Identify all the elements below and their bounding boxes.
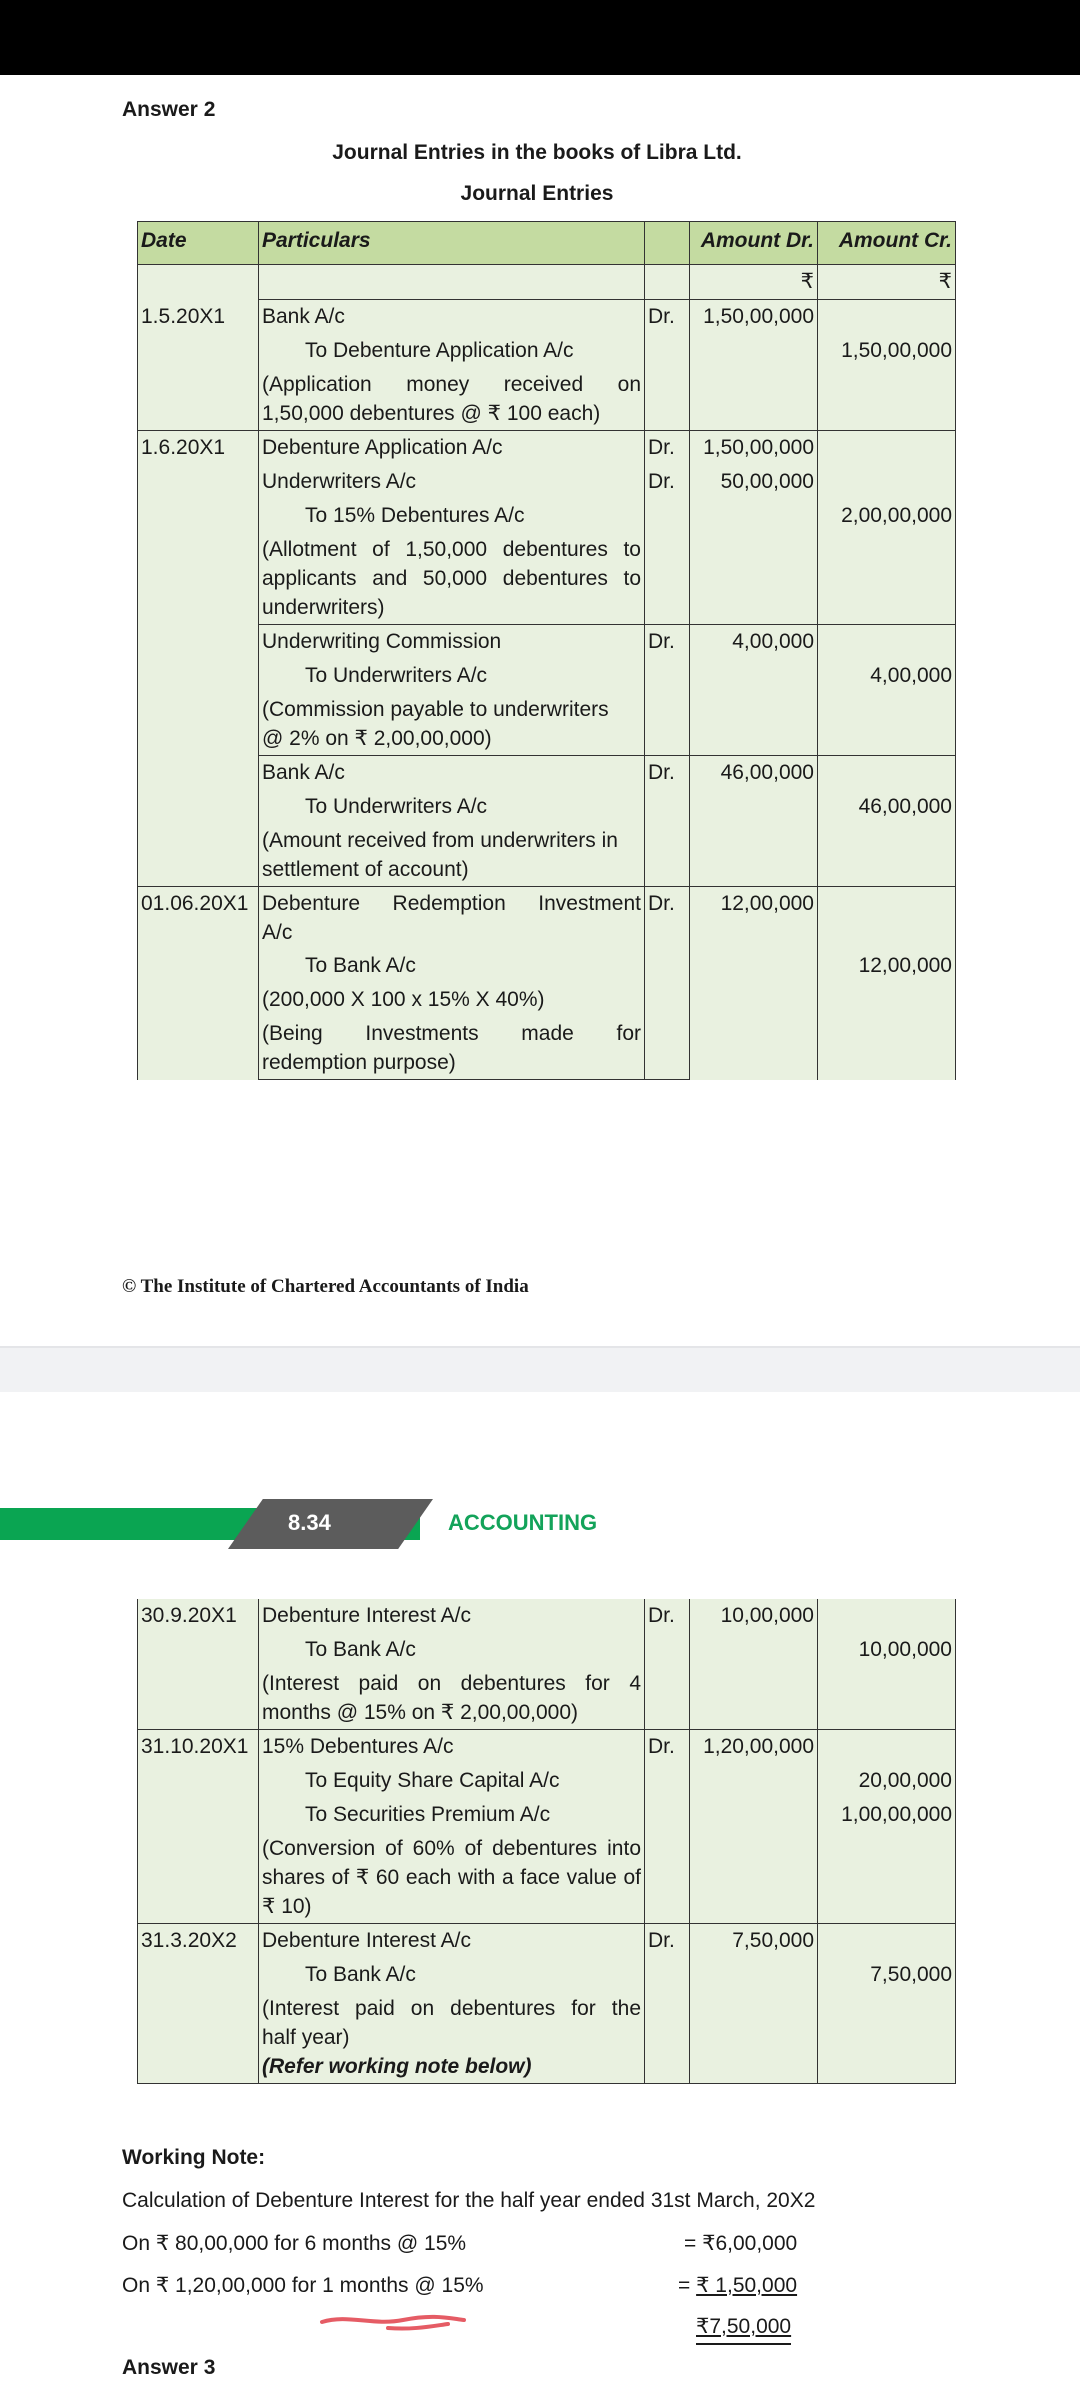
debit-amount: 7,50,000 (690, 1924, 818, 1959)
narration-line: half year) (262, 2026, 350, 2049)
narration-line: shares of ₹ 60 each with a face value of (262, 1866, 641, 1889)
credit-amount: 46,00,000 (818, 790, 956, 824)
section-title: ACCOUNTING (448, 1510, 598, 1535)
header-date: Date (138, 222, 259, 265)
header-amount-dr: Amount Dr. (690, 222, 818, 265)
entry-date: 31.3.20X2 (138, 1924, 259, 1959)
table-row (138, 625, 956, 660)
debit-amount: 50,00,000 (690, 465, 818, 499)
entry-date: 01.06.20X1 (138, 887, 259, 950)
dr-marker: Dr. (645, 1730, 690, 1765)
narration (259, 1992, 645, 2084)
table-row (138, 300, 956, 335)
narration (259, 1017, 645, 1080)
entry-date: 31.10.20X1 (138, 1730, 259, 1765)
header-particulars: Particulars (259, 222, 645, 265)
debit-account: Underwriting Commission (259, 625, 645, 660)
credit-account: To Underwriters A/c (259, 659, 645, 693)
page-number: 8.34 (288, 1510, 331, 1535)
narration-line: (Being Investments made for (262, 1022, 641, 1045)
table-row (138, 1730, 956, 1765)
dr-marker: Dr. (645, 431, 690, 466)
currency-row (138, 265, 956, 300)
credit-amount: 12,00,000 (818, 949, 956, 983)
debit-amount: 1,20,00,000 (690, 1730, 818, 1765)
currency-symbol-dr: ₹ (690, 265, 818, 300)
table-row (138, 334, 956, 368)
dr-marker: Dr. (645, 625, 690, 660)
table-row (138, 1958, 956, 1992)
credit-amount: 10,00,000 (818, 1633, 956, 1667)
narration-line: (Commission payable to underwriters (262, 698, 609, 721)
debit-account-line: Debenture Redemption Investment (262, 892, 641, 915)
currency-symbol-cr: ₹ (818, 265, 956, 300)
narration-line: redemption purpose) (262, 1051, 456, 1074)
page-break (0, 1346, 1080, 1392)
narration-line: settlement of account) (262, 858, 469, 881)
dr-marker: Dr. (645, 465, 690, 499)
header-dr (645, 222, 690, 265)
debit-account (259, 887, 645, 950)
header-amount-cr: Amount Cr. (818, 222, 956, 265)
debit-account: Debenture Application A/c (259, 431, 645, 466)
working-note-value: = ₹6,00,000 (684, 2232, 798, 2255)
narration-line: (Conversion of 60% of debentures into (262, 1837, 641, 1860)
credit-account: To Debenture Application A/c (259, 334, 645, 368)
table-row (138, 1633, 956, 1667)
debit-account-line: A/c (262, 921, 293, 944)
credit-amount: 20,00,000 (818, 1764, 956, 1798)
credit-amount: 7,50,000 (818, 1958, 956, 1992)
table-row (138, 1667, 956, 1730)
dr-marker: Dr. (645, 1924, 690, 1959)
equals-sign: = (678, 2274, 697, 2297)
working-note-title: Working Note: (122, 2146, 266, 2169)
narration (259, 533, 645, 625)
debit-amount: 46,00,000 (690, 756, 818, 791)
entry-date: 1.5.20X1 (138, 300, 259, 335)
table-row (138, 949, 956, 983)
table-row (138, 465, 956, 499)
credit-amount: 1,50,00,000 (818, 334, 956, 368)
table-row (138, 1764, 956, 1798)
narration-line: 1,50,000 debentures @ ₹ 100 each) (262, 402, 601, 425)
narration-line: underwriters) (262, 596, 385, 619)
credit-account: To Bank A/c (259, 1958, 645, 1992)
working-note-total (696, 2314, 791, 2345)
narration-line: (Allotment of 1,50,000 debentures to (262, 538, 641, 561)
dr-marker: Dr. (645, 1599, 690, 1633)
table-row (138, 1832, 956, 1924)
narration-line: (Application money received on (262, 373, 641, 396)
table-row (138, 659, 956, 693)
table-row (138, 368, 956, 431)
credit-amount: 4,00,000 (818, 659, 956, 693)
table-row (138, 887, 956, 950)
entry-date: 1.6.20X1 (138, 431, 259, 466)
debit-account: Debenture Interest A/c (259, 1924, 645, 1959)
answer-heading-next: Answer 3 (122, 2356, 216, 2379)
credit-account: To Equity Share Capital A/c (259, 1764, 645, 1798)
dr-marker: Dr. (645, 300, 690, 335)
answer-heading: Answer 2 (122, 98, 216, 121)
table-header-row (138, 222, 956, 265)
table-row (138, 533, 956, 625)
table-row (138, 1599, 956, 1633)
narration: (200,000 X 100 x 15% X 40%) (259, 983, 645, 1017)
dr-marker: Dr. (645, 756, 690, 791)
credit-account: To Securities Premium A/c (259, 1798, 645, 1832)
table-row (138, 790, 956, 824)
narration (259, 1832, 645, 1924)
narration-line: (Interest paid on debentures for 4 (262, 1672, 641, 1695)
table-row (138, 824, 956, 887)
total-value: ₹7,50,000 (696, 2315, 792, 2338)
table-row (138, 693, 956, 756)
working-note-line: On ₹ 80,00,000 for 6 months @ 15% (122, 2232, 467, 2255)
red-pen-scribble (318, 2308, 468, 2338)
dr-marker: Dr. (645, 887, 690, 950)
narration-line: (Interest paid on debentures for the (262, 1997, 641, 2020)
debit-amount: 10,00,000 (690, 1599, 818, 1633)
page-subtitle: Journal Entries (460, 182, 614, 205)
debit-amount: 12,00,000 (690, 887, 818, 950)
journal-table-1 (137, 221, 956, 1080)
credit-account: To Underwriters A/c (259, 790, 645, 824)
table-row (138, 1924, 956, 1959)
table-row (138, 756, 956, 791)
table-row (138, 983, 956, 1017)
credit-account: To 15% Debentures A/c (259, 499, 645, 533)
table-row (138, 499, 956, 533)
credit-account: To Bank A/c (259, 1633, 645, 1667)
narration (259, 824, 645, 887)
entry-date: 30.9.20X1 (138, 1599, 259, 1633)
credit-account: To Bank A/c (259, 949, 645, 983)
table-row (138, 1992, 956, 2084)
top-black-bar (0, 0, 1080, 75)
copyright-footer: © The Institute of Chartered Accountants of India (122, 1276, 529, 1297)
debit-amount: 4,00,000 (690, 625, 818, 660)
narration-line: (Amount received from underwriters in (262, 829, 618, 852)
narration-line: ₹ 10) (262, 1895, 312, 1918)
debit-account: Underwriters A/c (259, 465, 645, 499)
debit-account: Debenture Interest A/c (259, 1599, 645, 1633)
table-row (138, 431, 956, 466)
debit-amount: 1,50,00,000 (690, 431, 818, 466)
debit-account: Bank A/c (259, 756, 645, 791)
debit-account: Bank A/c (259, 300, 645, 335)
working-note-value (678, 2273, 797, 2298)
credit-amount: 1,00,00,000 (818, 1798, 956, 1832)
narration (259, 1667, 645, 1730)
narration (259, 368, 645, 431)
narration-reference: (Refer working note below) (262, 2055, 532, 2078)
table-row (138, 1017, 956, 1080)
debit-amount: 1,50,00,000 (690, 300, 818, 335)
narration-line: applicants and 50,000 debentures to (262, 567, 641, 590)
debit-account: 15% Debentures A/c (259, 1730, 645, 1765)
narration-line: months @ 15% on ₹ 2,00,00,000) (262, 1701, 579, 1724)
narration (259, 693, 645, 756)
narration-line: @ 2% on ₹ 2,00,00,000) (262, 727, 492, 750)
page-title: Journal Entries in the books of Libra Ltd. (332, 141, 742, 164)
underlined-value: ₹ 1,50,000 (696, 2274, 798, 2297)
journal-table-2 (137, 1599, 956, 2084)
credit-amount: 2,00,00,000 (818, 499, 956, 533)
table-row (138, 1798, 956, 1832)
working-note-description: Calculation of Debenture Interest for the half year ended 31st March, 20X2 (122, 2189, 816, 2212)
working-note-line: On ₹ 1,20,00,000 for 1 months @ 15% (122, 2274, 484, 2297)
